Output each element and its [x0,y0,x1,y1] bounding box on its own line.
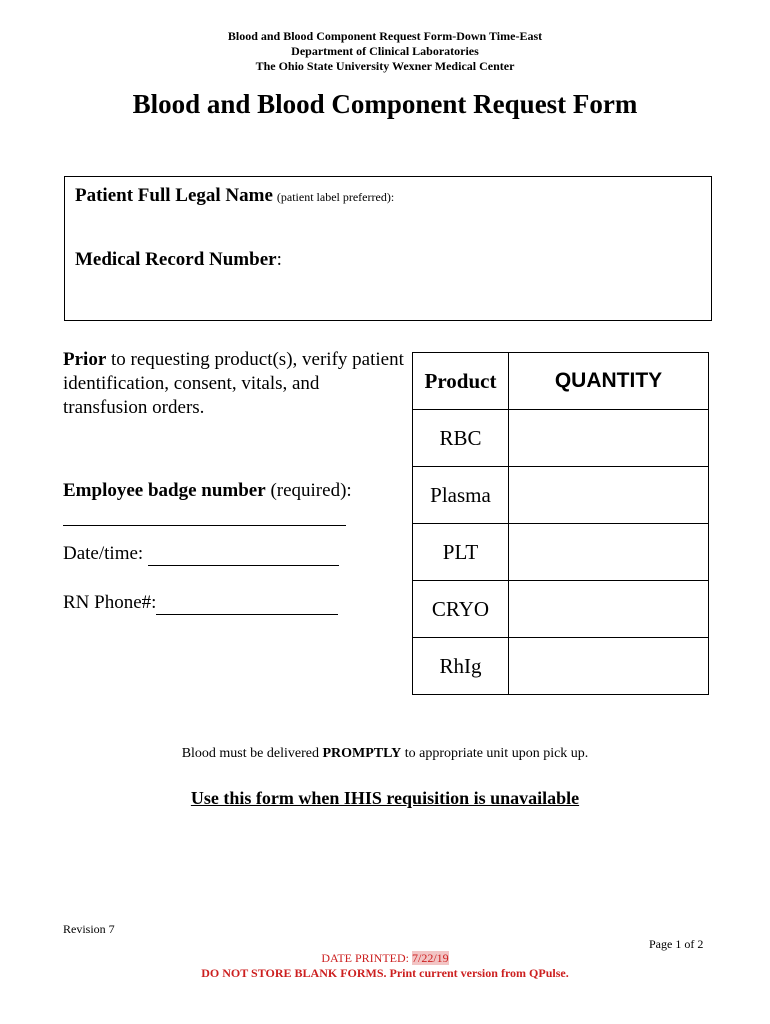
product-cell: CRYO [413,581,509,638]
quantity-cell-rbc[interactable] [509,410,709,467]
verify-text: to requesting product(s), verify patient identification, consent, vitals, and transfusion orders. [63,349,404,418]
header-line-3: The Ohio State University Wexner Medical Center [255,59,515,73]
patient-name-note: (patient label preferred): [276,190,395,204]
page-number: Page 1 of 2 [649,937,704,951]
quantity-cell-plt[interactable] [509,524,709,581]
datetime-field[interactable] [148,543,339,566]
quantity-cell-cryo[interactable] [509,581,709,638]
patient-name-row [75,185,394,207]
patient-info-box [64,176,712,321]
page-title: Blood and Blood Component Request Form [132,89,638,119]
badge-row [63,480,352,502]
datetime-row [63,543,339,566]
product-cell: Plasma [413,467,509,524]
product-cell: PLT [413,524,509,581]
form-header [0,29,770,74]
use-form-notice: Use this form when IHIS requisition is unavailable [190,788,580,808]
quantity-header: QUANTITY [509,353,709,410]
table-row [413,581,709,638]
mrn-row [75,249,282,271]
mrn-colon: : [276,249,282,270]
date-printed-label: DATE PRINTED: [321,951,412,965]
badge-label: Employee badge number [63,480,266,501]
delivery-pre: Blood must be delivered [181,746,323,761]
table-row [413,638,709,695]
header-line-2: Department of Clinical Laboratories [291,44,479,58]
header-line-1: Blood and Blood Component Request Form-Down Time-East [227,29,543,43]
badge-number-field[interactable] [63,525,346,526]
product-cell: RhIg [413,638,509,695]
verify-instructions [63,348,408,420]
date-printed [0,951,770,966]
product-cell: RBC [413,410,509,467]
phone-field[interactable] [156,592,338,615]
phone-label: RN Phone#: [63,592,157,613]
product-header: Product [413,353,509,410]
date-printed-value: 7/22/19 [412,951,449,965]
delivery-bold: PROMPTLY [322,746,402,761]
product-quantity-table [412,352,709,695]
delivery-note [0,746,770,762]
table-row [413,524,709,581]
table-header-row [413,353,709,410]
badge-note: (required): [265,480,352,501]
table-row [413,410,709,467]
verify-lead: Prior [63,349,107,370]
store-warning: DO NOT STORE BLANK FORMS. Print current version from QPulse. [201,966,569,980]
mrn-label: Medical Record Number [75,249,277,270]
patient-name-label: Patient Full Legal Name [75,185,273,206]
datetime-label: Date/time: [63,543,148,564]
quantity-cell-plasma[interactable] [509,467,709,524]
delivery-post: to appropriate unit upon pick up. [401,746,589,761]
revision-label: Revision 7 [63,922,115,936]
table-row [413,467,709,524]
quantity-cell-rhig[interactable] [509,638,709,695]
phone-row [63,592,338,615]
